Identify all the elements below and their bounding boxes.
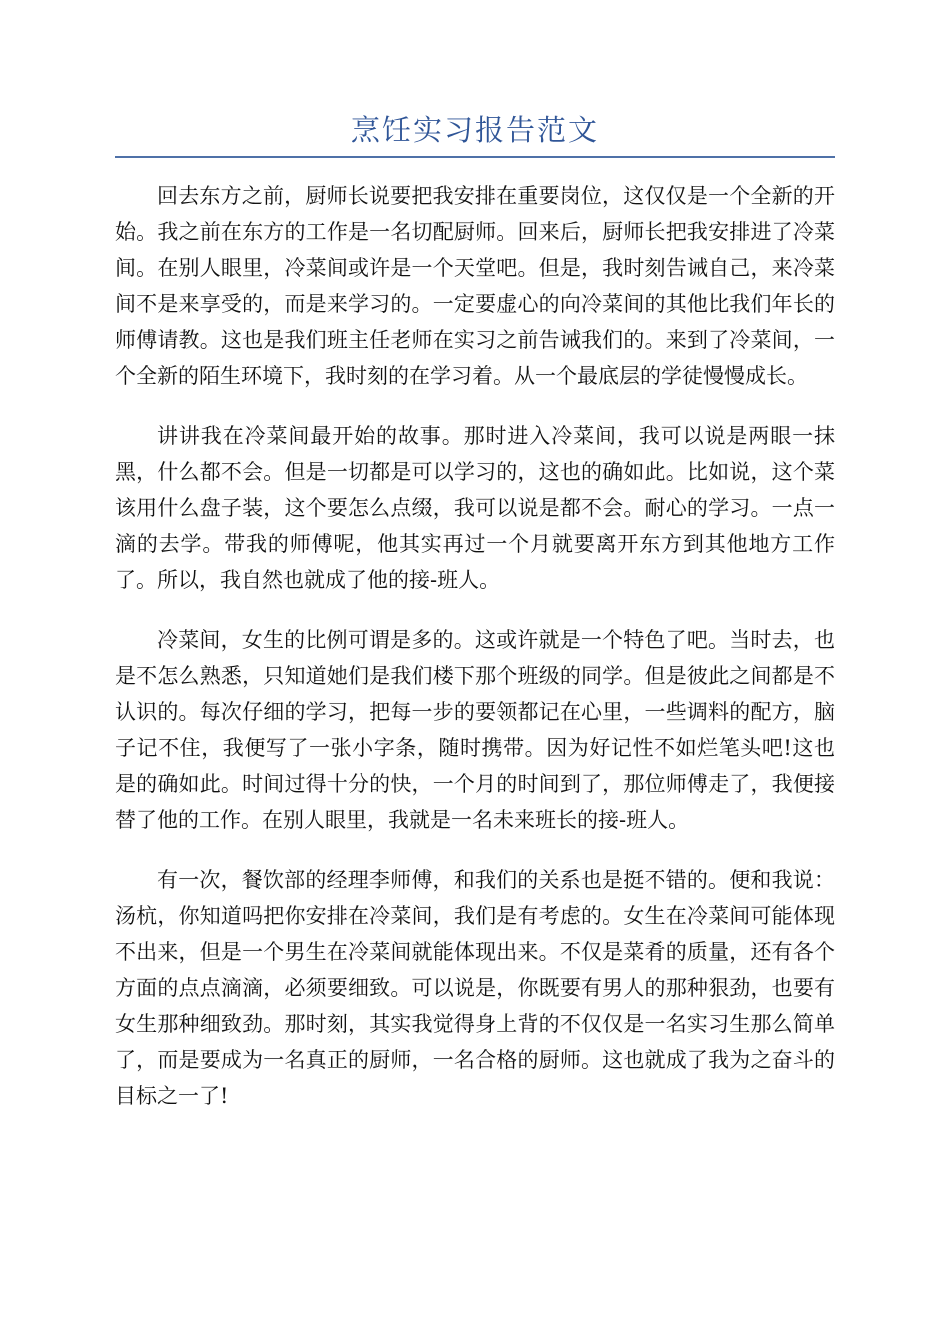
- paragraph-4: 有一次，餐饮部的经理李师傅，和我们的关系也是挺不错的。便和我说：汤杭，你知道吗把你安排在冷菜间，我们是有考虑的。女生在冷菜间可能体现不出来，但是一个男生在冷菜间就能体现出来。不仅是菜肴的质量，还有各个方面的点点滴滴，必须要细致。可以说是，你既要有男人的那种狠劲，也要有女生那种细致劲。那时刻，其实我觉得身上背的不仅仅是一名实习生那么简单了，而是要成为一名真正的厨师，一名合格的厨师。这也就成了我为之奋斗的目标之一了!: [115, 868, 835, 1108]
- paragraph-3: 冷菜间，女生的比例可谓是多的。这或许就是一个特色了吧。当时去，也是不怎么熟悉，只知道她们是我们楼下那个班级的同学。但是彼此之间都是不认识的。每次仔细的学习，把每一步的要领都记在心里，一些调料的配方，脑子记不住，我便写了一张小字条，随时携带。因为好记性不如烂笔头吧!这也是的确如此。时间过得十分的快，一个月的时间到了，那位师傅走了，我便接替了他的工作。在别人眼里，我就是一名未来班长的接-班人。: [115, 628, 835, 832]
- page-title: 烹饪实习报告范文: [350, 113, 599, 147]
- paragraph-2: 讲讲我在冷菜间最开始的故事。那时进入冷菜间，我可以说是两眼一抹黑，什么都不会。但是一切都是可以学习的，这也的确如此。比如说，这个菜该用什么盘子装，这个要怎么点缀，我可以说是都不会。耐心的学习。一点一滴的去学。带我的师傅呢，他其实再过一个月就要离开东方到其他地方工作了。所以，我自然也就成了他的接-班人。: [115, 424, 835, 592]
- title-block: [115, 110, 835, 158]
- paragraph-1: 回去东方之前，厨师长说要把我安排在重要岗位，这仅仅是一个全新的开始。我之前在东方的工作是一名切配厨师。回来后，厨师长把我安排进了冷菜间。在别人眼里，冷菜间或许是一个天堂吧。但是，我时刻告诫自己，来冷菜间不是来享受的，而是来学习的。一定要虚心的向冷菜间的其他比我们年长的师傅请教。这也是我们班主任老师在实习之前告诫我们的。来到了冷菜间，一个全新的陌生环境下，我时刻的在学习着。从一个最底层的学徒慢慢成长。: [115, 184, 835, 388]
- document-body: [115, 178, 835, 1138]
